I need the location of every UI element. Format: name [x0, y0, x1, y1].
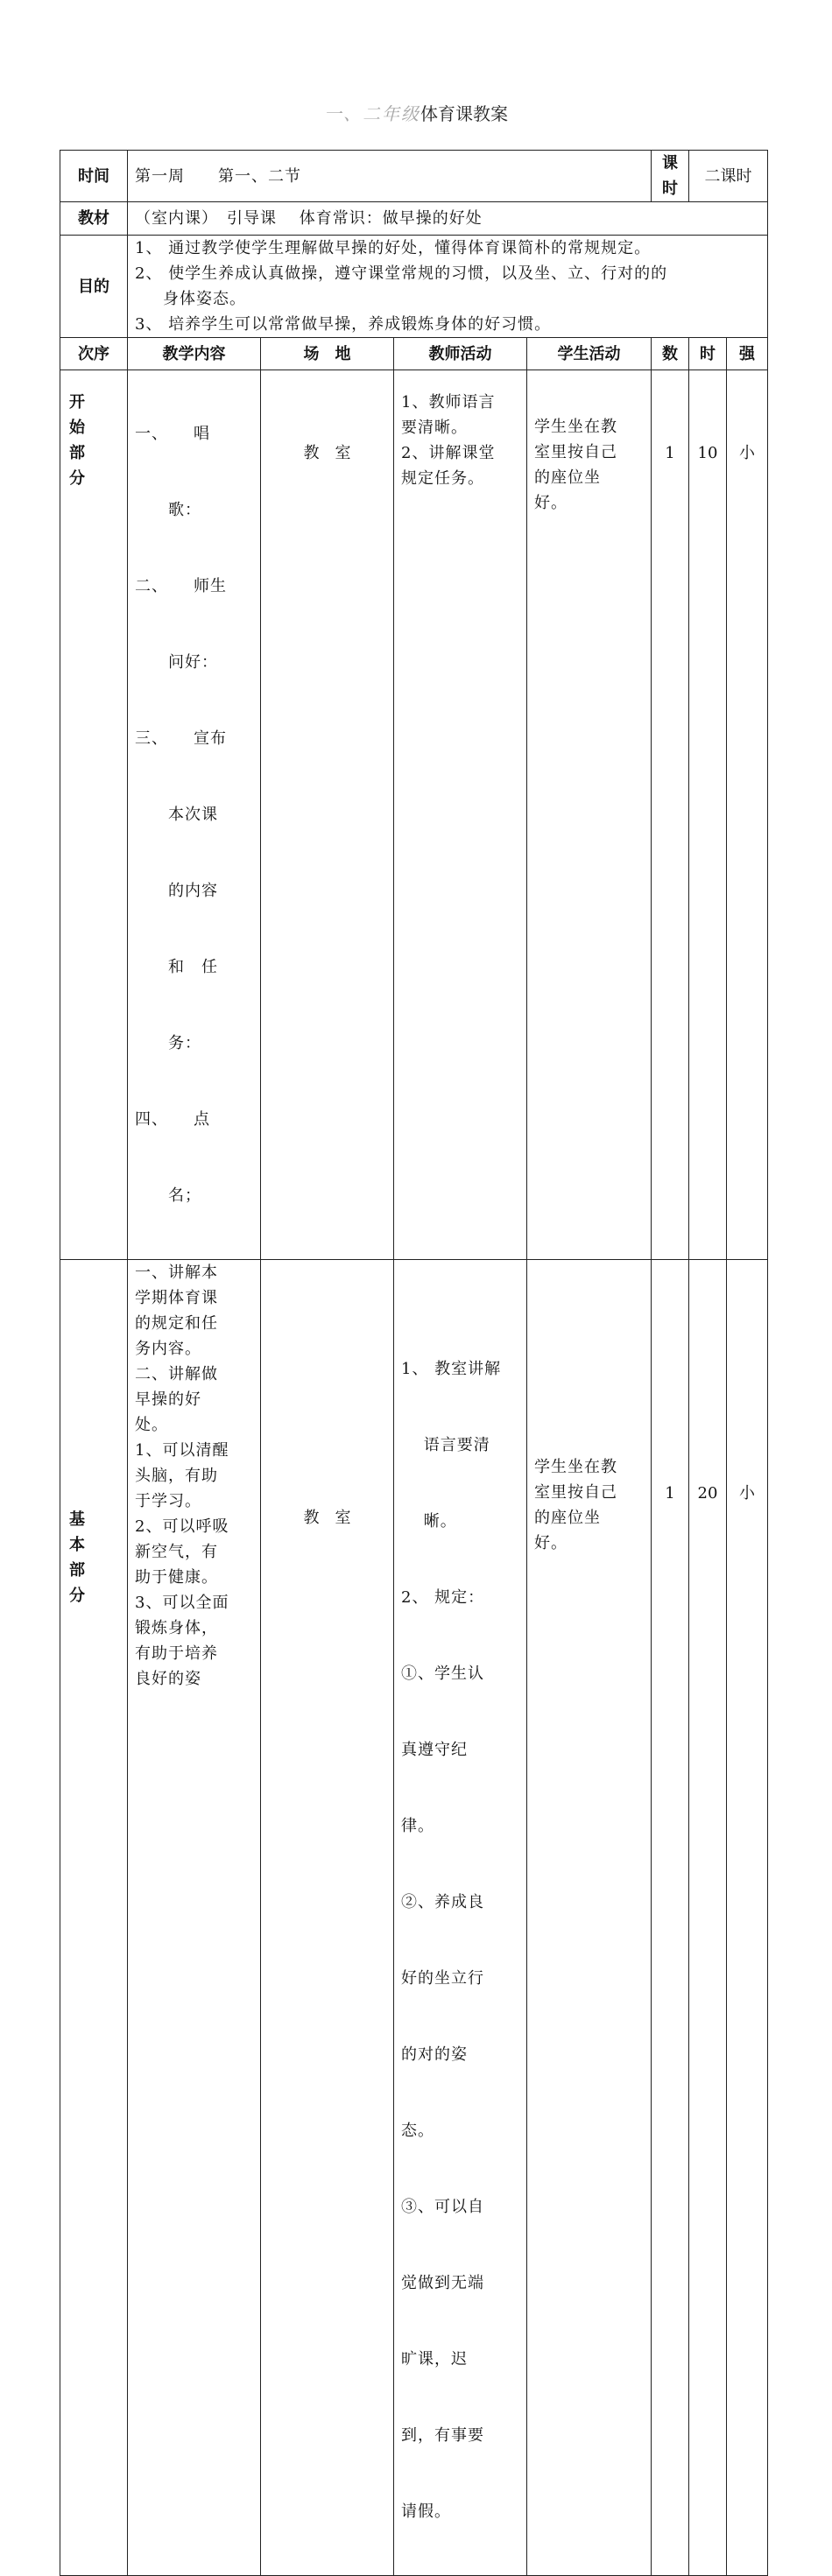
column-header-row: [60, 338, 768, 370]
count-value: 1: [652, 1260, 689, 2576]
content-line: 名；: [135, 1186, 201, 1205]
content-line: 于学习。: [135, 1492, 201, 1510]
teacher-activity: [394, 1260, 527, 2576]
content-line: 二、 师生: [135, 577, 227, 595]
intensity-value: 小: [727, 370, 768, 1260]
teacher-line: 1、 教室讲解: [401, 1360, 502, 1378]
section-name-char: 本: [69, 1536, 85, 1554]
teacher-line: ③、可以自: [401, 2198, 484, 2216]
section-name-char: 分: [69, 1587, 85, 1605]
section-name-char: 基: [69, 1510, 85, 1529]
teaching-content: [128, 1260, 261, 2576]
section-row-start: [60, 370, 768, 1260]
content-line: 二、讲解做: [135, 1365, 218, 1383]
material-row: [60, 202, 768, 236]
column-header: 教学内容: [128, 338, 261, 370]
title-grade: 一、二年级: [324, 103, 420, 124]
content-line: 四、 点: [135, 1110, 210, 1129]
time-label: 时间: [60, 151, 128, 202]
section-name-char: 部: [69, 1561, 85, 1580]
goal-item: 身体姿态。: [163, 290, 246, 308]
title-main: 体育课教案: [420, 103, 508, 124]
content-line: 和 任: [135, 958, 218, 976]
document-title: [0, 100, 832, 125]
teacher-line: 规定任务。: [401, 469, 484, 488]
goal-row: [60, 236, 768, 338]
time-value: 第一周 第一、二节: [128, 151, 652, 202]
student-line: 室里按自己: [534, 1483, 617, 1502]
hours-label: 课时: [652, 151, 689, 202]
teacher-line: 晰。: [401, 1512, 457, 1531]
content-line: 早操的好: [135, 1390, 201, 1409]
content-line: 助于健康。: [135, 1568, 218, 1587]
section-row-main: [60, 1260, 768, 2576]
teacher-line: 2、讲解课堂: [401, 444, 496, 462]
student-activity: [527, 370, 652, 1260]
student-line: 学生坐在教: [534, 418, 617, 436]
student-line: 好。: [534, 1534, 568, 1552]
content-line: 的内容: [135, 882, 218, 900]
column-header: 教师活动: [394, 338, 527, 370]
time-row: [60, 151, 768, 202]
content-line: 本次课: [135, 806, 218, 824]
teacher-line: 态。: [401, 2122, 434, 2140]
content-line: 问好：: [135, 653, 218, 672]
material-label: 教材: [60, 202, 128, 236]
teacher-line: 真遵守纪: [401, 1741, 468, 1759]
goal-item: 2、 使学生养成认真做操，遵守课堂常规的习惯，以及坐、立、行对的的: [135, 264, 668, 283]
teacher-line: ①、学生认: [401, 1665, 484, 1683]
teacher-line: 旷课，迟: [401, 2350, 468, 2368]
content-line: 2、可以呼吸: [135, 1517, 229, 1536]
content-line: 锻炼身体，: [135, 1619, 218, 1637]
teacher-line: ②、养成良: [401, 1893, 484, 1911]
teacher-line: 请假。: [401, 2502, 451, 2521]
content-line: 歌：: [135, 501, 201, 519]
teacher-line: 2、 规定：: [401, 1588, 485, 1607]
teaching-content: [128, 370, 261, 1260]
section-name: [60, 370, 128, 1260]
content-line: 1、可以清醒: [135, 1441, 229, 1460]
teacher-line: 语言要清: [401, 1436, 490, 1454]
content-line: 良好的姿: [135, 1670, 201, 1688]
section-name-char: 分: [69, 469, 85, 488]
goal-list: [128, 236, 768, 338]
material-value: （室内课） 引导课 体育常识：做早操的好处: [128, 202, 768, 236]
content-line: 新空气，有: [135, 1543, 218, 1561]
student-line: 室里按自己: [534, 443, 617, 461]
section-name-char: 部: [69, 444, 85, 462]
column-header: 学生活动: [527, 338, 652, 370]
time-value-cell: 20: [689, 1260, 727, 2576]
content-line: 头脑，有助: [135, 1467, 218, 1485]
teacher-activity: [394, 370, 527, 1260]
content-line: 务内容。: [135, 1340, 201, 1358]
section-name: [60, 1260, 128, 2576]
venue: 教 室: [261, 1260, 394, 2576]
teacher-line: 1、教师语言: [401, 393, 496, 412]
content-line: 三、 宣布: [135, 729, 227, 748]
section-name-char: 始: [69, 419, 85, 437]
student-line: 好。: [534, 494, 568, 512]
content-line: 处。: [135, 1416, 168, 1434]
teacher-line: 的对的姿: [401, 2045, 468, 2064]
teacher-line: 到，有事要: [401, 2426, 484, 2445]
intensity-value: 小: [727, 1260, 768, 2576]
content-line: 一、 唱: [135, 425, 210, 443]
time-value-cell: 10: [689, 370, 727, 1260]
column-header: 场 地: [261, 338, 394, 370]
column-header: 时: [689, 338, 727, 370]
column-header: 数: [652, 338, 689, 370]
teacher-line: 觉做到无端: [401, 2274, 484, 2292]
lesson-plan-table: [60, 150, 768, 2576]
content-line: 学期体育课: [135, 1289, 218, 1307]
count-value: 1: [652, 370, 689, 1260]
content-line: 一、讲解本: [135, 1263, 218, 1282]
venue: 教 室: [261, 370, 394, 1260]
student-line: 的座位坐: [534, 468, 601, 487]
student-activity: [527, 1260, 652, 2576]
goal-item: 3、 培养学生可以常常做早操，养成锻炼身体的好习惯。: [135, 315, 552, 334]
section-name-char: 开: [69, 393, 85, 412]
goal-label: 目的: [60, 236, 128, 338]
column-header: 强: [727, 338, 768, 370]
content-line: 的规定和任: [135, 1314, 218, 1333]
student-line: 的座位坐: [534, 1509, 601, 1527]
hours-value: 二课时: [689, 151, 768, 202]
content-line: 有助于培养: [135, 1644, 218, 1663]
teacher-line: 好的坐立行: [401, 1969, 484, 1988]
content-line: 3、可以全面: [135, 1594, 229, 1612]
goal-item: 1、 通过教学使学生理解做早操的好处，懂得体育课简朴的常规规定。: [135, 239, 652, 257]
teacher-line: 要清晰。: [401, 419, 468, 437]
content-line: 务：: [135, 1034, 201, 1052]
teacher-line: 律。: [401, 1817, 434, 1835]
student-line: 学生坐在教: [534, 1458, 617, 1476]
column-header: 次序: [60, 338, 128, 370]
